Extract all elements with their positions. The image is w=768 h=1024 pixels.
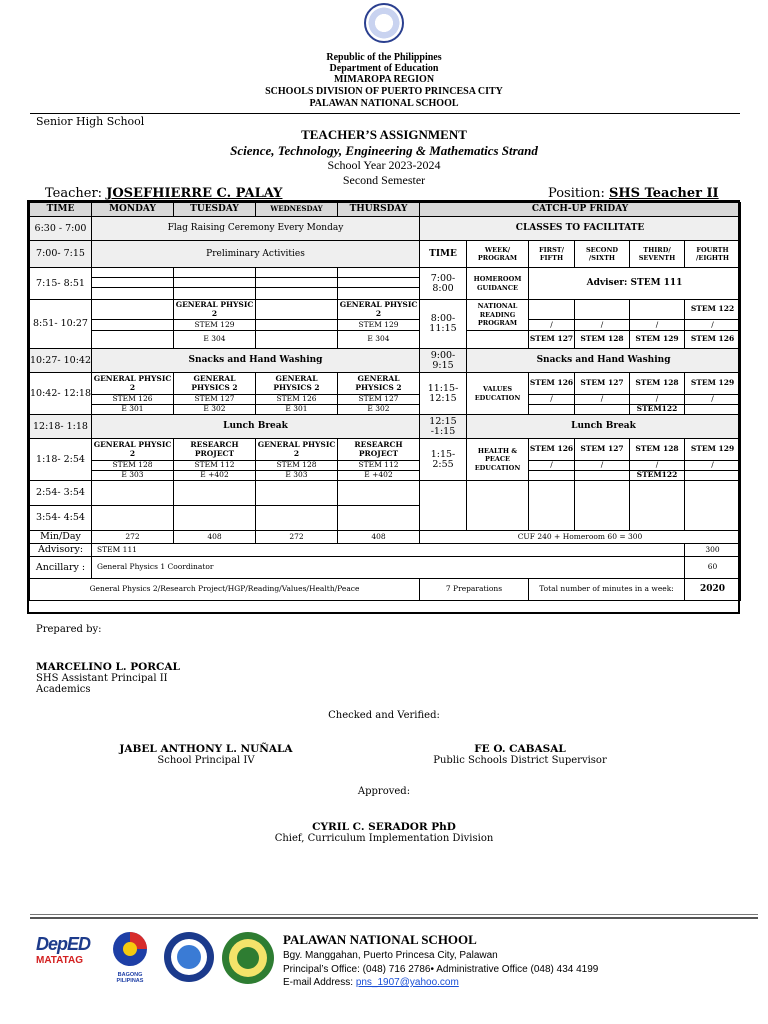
f-time-row: 8:00- 11:15: [420, 300, 467, 349]
time-row: 12:18- 1:18: [30, 415, 92, 439]
approver: [234, 821, 534, 844]
class-section: STEM 112: [338, 461, 420, 471]
class-cell: STEM 126: [529, 439, 575, 461]
total-label: Total number of minutes in a week:: [529, 579, 685, 601]
footer-address: Bgy. Manggahan, Puerto Princesa City, Palawan: [283, 950, 498, 961]
class-cell: GENERAL PHYSICS 2: [256, 373, 338, 395]
snacks-break: Snacks and Hand Washing: [92, 349, 420, 373]
class-section: STEM 129: [338, 320, 420, 331]
minday-mon: 272: [92, 531, 174, 544]
class-cell: STEM 127: [575, 373, 630, 395]
footer-divider: [30, 914, 758, 915]
ancillary-value: General Physics 1 Coordinator: [92, 557, 685, 579]
values-education: VALUES EDUCATION: [467, 373, 529, 415]
approver-role: Chief, Curriculum Implementation Division: [274, 833, 494, 844]
ancillary-minutes: 60: [685, 557, 741, 579]
class-room: E 301: [256, 405, 338, 415]
class-cell: STEM 128: [630, 373, 685, 395]
deped-seal-icon: [364, 3, 404, 43]
minday-wed: 272: [256, 531, 338, 544]
checked-label: Checked and Verified:: [328, 710, 440, 721]
strand-title: Science, Technology, Engineering & Mathematics Strand: [230, 143, 538, 158]
adviser-cell: Adviser: STEM 111: [529, 268, 741, 300]
time-row: 1:18- 2:54: [30, 439, 92, 481]
lunch-break: Lunch Break: [92, 415, 420, 439]
class-room: E 304: [174, 331, 256, 349]
school-year: School Year 2023-2024: [327, 158, 441, 172]
class-cell: STEM 129: [685, 373, 741, 395]
time-row: 8:51- 10:27: [30, 300, 92, 349]
class-cell: STEM 127: [575, 439, 630, 461]
checker-2: [400, 743, 640, 766]
class-cell: STEM 122: [685, 300, 741, 320]
bagong-pilipinas-logo: BAGONG PILIPINAS: [104, 930, 156, 980]
prepared-name: MARCELINO L. PORCAL: [36, 661, 180, 673]
semester: Second Semester: [342, 173, 426, 187]
f-time-row: 12:15 -1:15: [420, 415, 467, 439]
header-department: Department of Education: [329, 63, 439, 74]
class-room: E +402: [338, 471, 420, 481]
class-cell: STEM122: [630, 471, 685, 481]
f-week-header: WEEK/ PROGRAM: [467, 241, 529, 268]
prepared-label: Prepared by:: [36, 624, 102, 635]
prepared-signatory: [36, 661, 180, 695]
minday-label: Min/Day: [30, 531, 92, 544]
class-cell: GENERAL PHYSICS 2: [174, 373, 256, 395]
time-row: 7:00- 7:15: [30, 241, 92, 268]
reading-program: NATIONAL READING PROGRAM: [467, 300, 529, 331]
class-cell: STEM122: [630, 405, 685, 415]
class-cell: STEM 129: [630, 331, 685, 349]
class-section: STEM 126: [256, 395, 338, 405]
class-section: STEM 126: [92, 395, 174, 405]
class-section: STEM 127: [338, 395, 420, 405]
class-room: E 301: [92, 405, 174, 415]
time-row: 3:54- 4:54: [30, 506, 92, 531]
schedule-table: TIME MONDAY TUESDAY WEDNESDAY THURSDAY CATCH-UP FRIDAY 6:30 - 7:00 Flag Raising Ceremony Every Monday CLASSES TO FACILITATE 7:00- 7:15 Preliminary Activities TIME WEEK/ PROGRAM FIRST/ FIFTH SECOND /SIXTH THIRD/ SEVENTH FOURTH /EIGHTH 7:15- 8:51 7:00- 8:00 HOMEROOM GUIDANCE Adviser: STEM 111 8:51- 10:27 GENERAL PHYSIC 2 GENERAL PHYSIC 2 8:00- 11:15 NATIONAL READING PROGRAM STEM 122 STEM 129 STEM 129 / / / / E 304 E 304 STEM 127 STEM 128 STEM 129 STEM 126 10:27- 10:42 Snacks and Hand Washing 9:00- 9:15 Snacks and Hand Washing 10:42- 12:18 GENERAL PHYSIC 2 GENERAL PHYSICS 2 GENERAL PHYSICS 2 GENERAL PHYSICS 2 11:15- 12:15 VALUES EDUCATION STEM 126 STEM 127 STEM 128 STEM 129 STEM 126 STEM 127 STEM 126 STEM 127 / / / / E 301 E 302 E 301 E 302 STEM122 12:18- 1:18 Lunch Break 12:15 -1:15 Lunch Break 1:18- 2:54 GENERAL PHYSIC 2 RESEARCH PROJECT GENERAL PHYSIC 2 RESEARCH PROJECT 1:15- 2:55 HEALTH & PEACE EDUCATION STEM 126 STEM 127 STEM 128 STEM 129 STEM 128 STEM 112 STEM 128 STEM 112 / / / / E 303 E +402 E 303 E +402 STEM122 2:54- 3:54 3:54- 4:54 Min/Day 272 408 272 408 CUF 240 + Homeroom 60 = 300 Advisory: STEM 111 300 Ancillary : General Physics 1 Coordinator 60 General Physics 2/Research Project/HGP/Reading/Values/Health/Peace 7 Preparations Total number of minutes in a week: 2020: [29, 202, 741, 601]
lunch-break-friday: Lunch Break: [467, 415, 741, 439]
f-time-header: TIME: [420, 241, 467, 268]
approver-name: CYRIL C. SERADOR PhD: [312, 821, 456, 833]
position-value: SHS Teacher II: [608, 186, 719, 201]
total-minutes: 2020: [685, 579, 741, 601]
flag-ceremony: Flag Raising Ceremony Every Monday: [92, 217, 420, 241]
h-wednesday: WEDNESDAY: [256, 203, 338, 217]
footer-email-line: E-mail Address: pns_1907@yahoo.com: [283, 977, 459, 988]
checker-1: [96, 743, 316, 766]
ancillary-label: Ancillary :: [30, 557, 92, 579]
time-row: 6:30 - 7:00: [30, 217, 92, 241]
footer-divider: [30, 917, 758, 919]
classes-to-facilitate: CLASSES TO FACILITATE: [420, 217, 741, 241]
checker1-name: JABEL ANTHONY L. NUÑALA: [119, 743, 293, 755]
header-republic: Republic of the Philippines: [326, 52, 442, 63]
class-room: E 302: [338, 405, 420, 415]
class-cell: STEM 126: [529, 373, 575, 395]
class-room: E 303: [92, 471, 174, 481]
h-catchup-friday: CATCH-UP FRIDAY: [420, 203, 741, 217]
preparations: 7 Preparations: [420, 579, 529, 601]
header-region: MIMAROPA REGION: [333, 74, 435, 85]
class-room: E 304: [338, 331, 420, 349]
checker2-role: Public Schools District Supervisor: [433, 755, 607, 766]
class-cell: STEM 127: [529, 331, 575, 349]
class-cell: STEM 128: [575, 331, 630, 349]
teacher-name: JOSEFHIERRE C. PALAY: [106, 186, 283, 201]
class-cell: GENERAL PHYSICS 2: [338, 373, 420, 395]
f-first-header: FIRST/ FIFTH: [529, 241, 575, 268]
deped-matatag-logo: DepED MATATAG: [36, 934, 91, 966]
email-link[interactable]: pns_1907@yahoo.com: [355, 977, 459, 988]
pns-seal-icon: [220, 930, 276, 986]
preliminary-activities: Preliminary Activities: [92, 241, 420, 268]
class-section: STEM 128: [256, 461, 338, 471]
approved-label: Approved:: [357, 786, 411, 797]
f-time-row: 11:15- 12:15: [420, 373, 467, 415]
minday-cuf: CUF 240 + Homeroom 60 = 300: [420, 531, 741, 544]
class-room: E 302: [174, 405, 256, 415]
class-cell: STEM 128: [630, 439, 685, 461]
checker2-name: FE O. CABASAL: [474, 743, 566, 755]
footer-phone: Principal’s Office: (048) 716 2786• Administrative Office (048) 434 4199: [283, 964, 599, 975]
header-school: PALAWAN NATIONAL SCHOOL: [309, 98, 459, 109]
level-label: Senior High School: [36, 115, 145, 128]
snacks-break-friday: Snacks and Hand Washing: [467, 349, 741, 373]
class-cell: RESEARCH PROJECT: [174, 439, 256, 461]
doc-title: TEACHER’S ASSIGNMENT: [301, 127, 467, 142]
time-row: 10:42- 12:18: [30, 373, 92, 415]
advisory-value: STEM 111: [92, 544, 685, 557]
class-section: STEM 129: [174, 320, 256, 331]
h-thursday: THURSDAY: [338, 203, 420, 217]
header-division: SCHOOLS DIVISION OF PUERTO PRINCESA CITY: [265, 86, 503, 97]
header-divider: [30, 113, 740, 114]
class-cell: RESEARCH PROJECT: [338, 439, 420, 461]
advisory-label: Advisory:: [30, 544, 92, 557]
footer-school-name: PALAWAN NATIONAL SCHOOL: [283, 932, 477, 947]
class-cell: GENERAL PHYSIC 2: [338, 300, 420, 320]
time-row: 2:54- 3:54: [30, 481, 92, 506]
prepared-dept: Academics: [36, 684, 91, 695]
subjects-list: General Physics 2/Research Project/HGP/Reading/Values/Health/Peace: [30, 579, 420, 601]
h-monday: MONDAY: [92, 203, 174, 217]
class-cell: STEM 126: [685, 331, 741, 349]
class-room: E +402: [174, 471, 256, 481]
division-seal-icon: [162, 930, 216, 984]
f-third-header: THIRD/ SEVENTH: [630, 241, 685, 268]
class-room: E 303: [256, 471, 338, 481]
teacher-line: Teacher: JOSEFHIERRE C. PALAY: [45, 186, 283, 201]
class-cell: GENERAL PHYSIC 2: [256, 439, 338, 461]
class-section: STEM 112: [174, 461, 256, 471]
f-time-row: 1:15- 2:55: [420, 439, 467, 481]
minday-thu: 408: [338, 531, 420, 544]
time-row: 10:27- 10:42: [30, 349, 92, 373]
class-cell: GENERAL PHYSIC 2: [92, 373, 174, 395]
f-second-header: SECOND /SIXTH: [575, 241, 630, 268]
class-cell: GENERAL PHYSIC 2: [92, 439, 174, 461]
health-peace-education: HEALTH & PEACE EDUCATION: [467, 439, 529, 481]
f-time-row: 9:00- 9:15: [420, 349, 467, 373]
homeroom-guidance: HOMEROOM GUIDANCE: [467, 268, 529, 300]
advisory-minutes: 300: [685, 544, 741, 557]
h-tuesday: TUESDAY: [174, 203, 256, 217]
prepared-role: SHS Assistant Principal II: [36, 673, 168, 684]
position-line: Position: SHS Teacher II: [548, 186, 719, 201]
class-cell: STEM 129: [685, 439, 741, 461]
checker1-role: School Principal IV: [157, 755, 255, 766]
class-section: STEM 128: [92, 461, 174, 471]
time-row: 7:15- 8:51: [30, 268, 92, 300]
h-time: TIME: [30, 203, 92, 217]
class-cell: GENERAL PHYSIC 2: [174, 300, 256, 320]
f-fourth-header: FOURTH /EIGHTH: [685, 241, 741, 268]
class-section: STEM 127: [174, 395, 256, 405]
minday-tue: 408: [174, 531, 256, 544]
f-time-row: 7:00- 8:00: [420, 268, 467, 300]
